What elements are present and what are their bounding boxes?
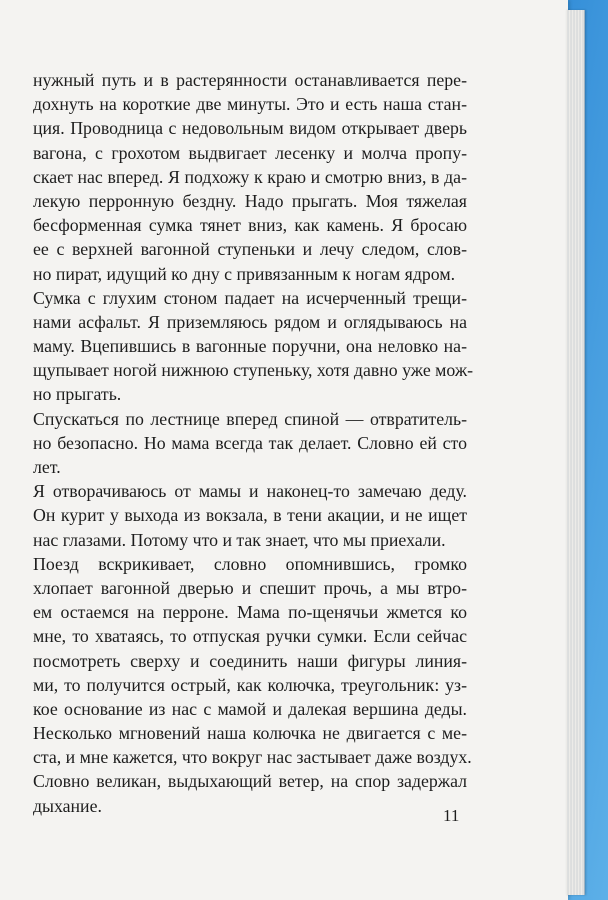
text-line: Поезд вскрикивает, словно опомнившись, громко [33, 553, 467, 574]
text-line: Сумка с глухим стоном падает на исчерченный трещи- [33, 287, 467, 308]
body-text [33, 68, 474, 818]
text-line: Я отворачиваюсь от мамы и наконец-то замечаю деду. [33, 481, 467, 502]
text-line: вагона, с грохотом выдвигает лесенку и молча пропу- [33, 142, 467, 163]
text-line: щупывает ногой нижнюю ступеньку, хотя давно уже мож- [33, 360, 474, 381]
text-line: ее с верхней вагонной ступеньки и лечу следом, слов- [33, 239, 467, 260]
text-line: ем остаемся на перроне. Мама по-щенячьи жмется ко [33, 602, 467, 623]
text-line: но прыгать. [33, 384, 122, 405]
text-line: лет. [33, 457, 61, 477]
text-line: нужный путь и в растерянности останавливается пере- [33, 70, 467, 90]
page-number: 11 [443, 806, 460, 825]
text-line: посмотреть сверху и соединить наши фигуры линия- [33, 650, 467, 671]
text-line: дохнуть на короткие две минуты. Это и есть наша стан- [33, 94, 467, 115]
text-line: лекую перронную бездну. Надо прыгать. Моя тяжелая [33, 190, 467, 211]
text-line: нами асфальт. Я приземляюсь рядом и оглядываюсь на [33, 311, 467, 332]
text-line: Он курит у выхода из вокзала, в тени акации, и не ищет [33, 505, 467, 526]
text-line: ми, то получится острый, как колючка, треугольник: уз- [33, 674, 467, 695]
text-line: хлопает вагонной дверью и спешит прочь, а мы втро- [33, 577, 467, 598]
text-line: маму. Вцепившись в вагонные поручни, она неловко на- [33, 336, 467, 357]
text-line: ция. Проводница с недовольным видом открывает дверь [33, 118, 467, 139]
text-line: Словно великан, выдыхающий ветер, на спор задержал [33, 771, 467, 792]
text-line: ста, и мне кажется, что вокруг нас застывает даже воздух. [33, 747, 472, 768]
text-line: но безопасно. Но мама всегда так делает. Словно ей сто [33, 432, 467, 453]
text-line: бесформенная сумка тянет вниз, как камень. Я бросаю [33, 215, 467, 236]
page-edges [566, 10, 585, 895]
text-line: Несколько мгновений наша колючка не двигается с ме- [33, 723, 467, 744]
text-line: кое основание из нас с мамой и далекая вершина деды. [33, 698, 467, 719]
text-line: мне, то хватаясь, то отпуская ручки сумки. Если сейчас [33, 626, 467, 647]
text-line: но пират, идущий ко дну с привязанным к ногам ядром. [33, 263, 456, 284]
text-line: дыхание. [33, 795, 102, 816]
text-line: нас глазами. Потому что и так знает, что мы приехали. [33, 529, 446, 550]
text-line: скает нас вперед. Я подхожу к краю и смотрю вниз, в да- [33, 166, 467, 187]
text-line: Спускаться по лестнице вперед спиной — отвратитель- [33, 408, 467, 429]
